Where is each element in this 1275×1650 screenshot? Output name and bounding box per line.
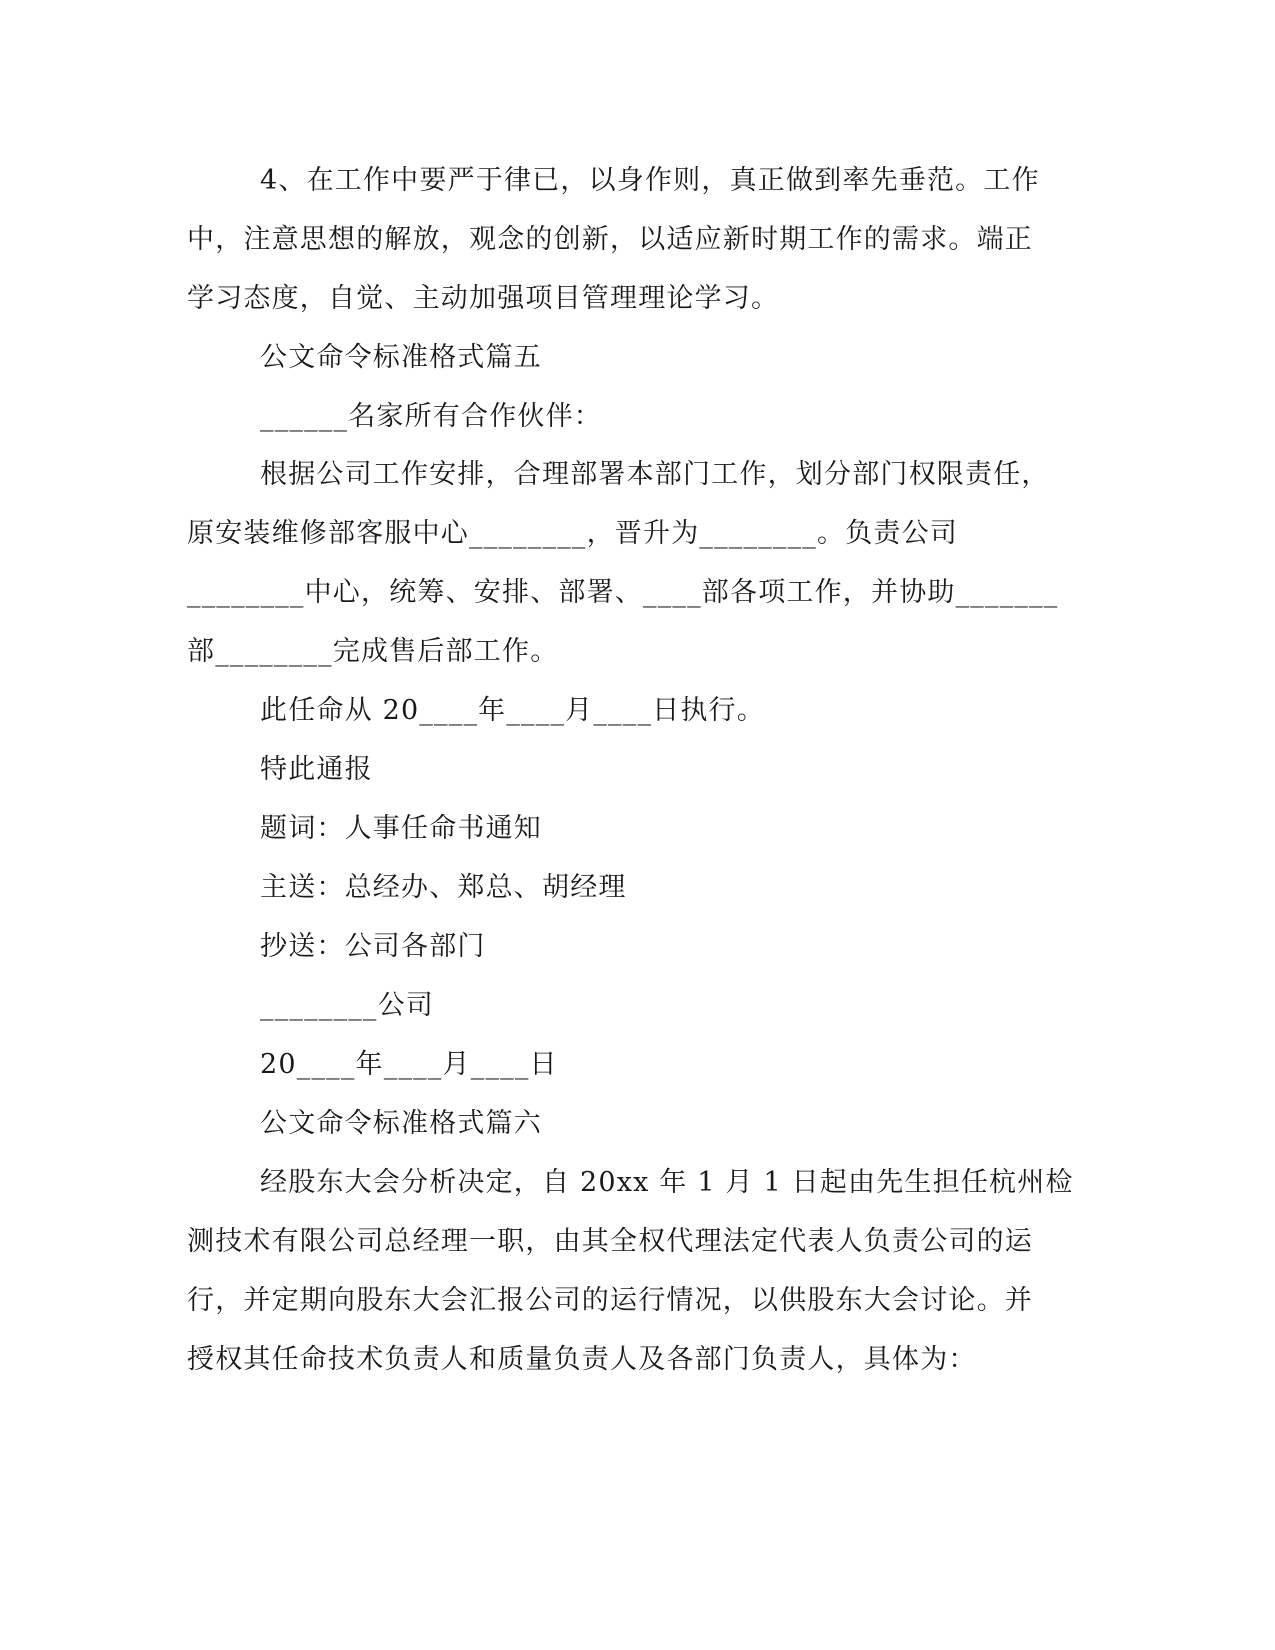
section-heading-5: 公文命令标准格式篇五 (260, 342, 542, 373)
shareholder-decision-line-3: 行，并定期向股东大会汇报公司的运行情况，以供股东大会讨论。并 (187, 1285, 1033, 1316)
signature-date-line: 20____年____月____日 (260, 1049, 558, 1080)
company-signature-line: ________公司 (260, 990, 434, 1021)
subject-line: 题词：人事任命书通知 (260, 813, 542, 844)
appointment-paragraph-line-3: ________中心，统筹、安排、部署、____部各项工作，并协助_______ (187, 577, 1059, 608)
paragraph-item-4-line-2: 中，注意思想的解放，观念的创新，以适应新时期工作的需求。端正 (187, 224, 1033, 255)
cc-line: 抄送：公司各部门 (260, 931, 486, 962)
shareholder-decision-line-4: 授权其任命技术负责人和质量负责人及各部门负责人，具体为： (187, 1344, 977, 1375)
effective-date-line: 此任命从 20____年____月____日执行。 (260, 695, 765, 726)
salutation: ______名家所有合作伙伴： (260, 401, 602, 432)
section-heading-6: 公文命令标准格式篇六 (260, 1108, 542, 1139)
paragraph-item-4-line-1: 4、在工作中要严于律已，以身作则，真正做到率先垂范。工作 (260, 165, 1040, 196)
appointment-paragraph-line-4: 部________完成售后部工作。 (187, 636, 559, 667)
shareholder-decision-line-1: 经股东大会分析决定，自 20xx 年 1 月 1 日起由先生担任杭州检 (260, 1167, 1074, 1198)
shareholder-decision-line-2: 测技术有限公司总经理一职，由其全权代理法定代表人负责公司的运 (187, 1226, 1033, 1257)
appointment-paragraph-line-1: 根据公司工作安排，合理部署本部门工作，划分部门权限责任， (260, 459, 1050, 490)
paragraph-item-4-line-3: 学习态度，自觉、主动加强项目管理理论学习。 (187, 283, 780, 314)
notice-line: 特此通报 (260, 754, 373, 785)
appointment-paragraph-line-2: 原安装维修部客服中心________，晋升为________。负责公司 (187, 518, 958, 549)
recipients-line: 主送：总经办、郑总、胡经理 (260, 872, 627, 903)
